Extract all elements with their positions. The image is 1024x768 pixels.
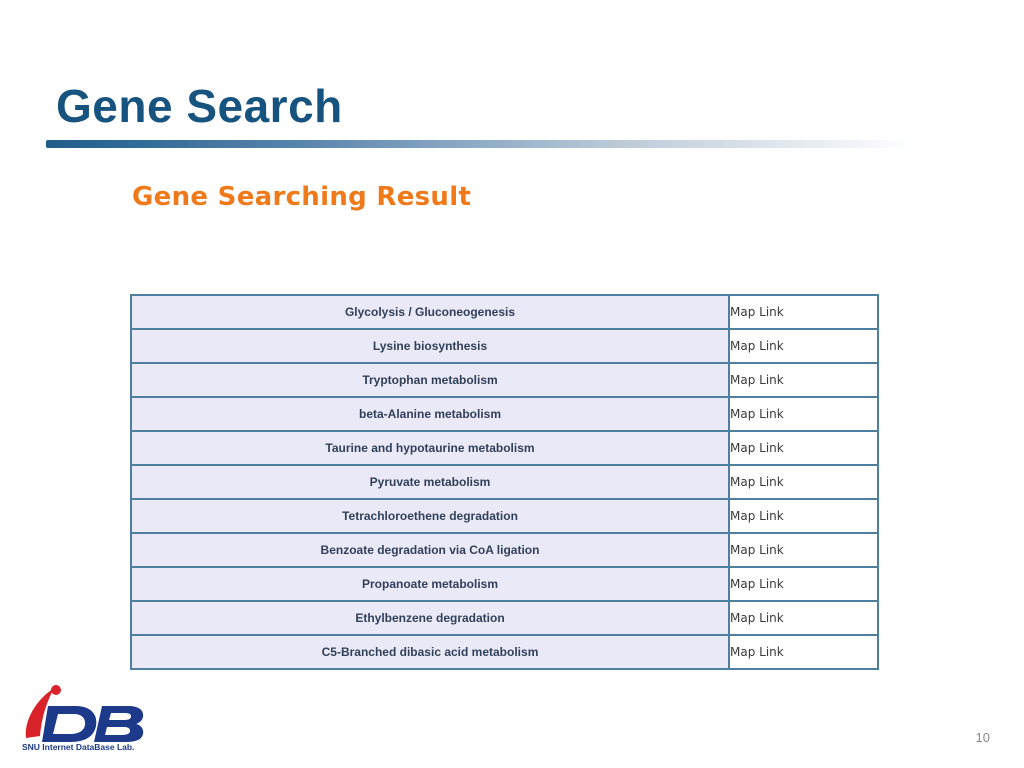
page-number: 10	[975, 730, 990, 745]
results-table	[130, 294, 879, 670]
map-link[interactable]: Map Link	[729, 465, 878, 499]
pathway-name: C5-Branched dibasic acid metabolism	[131, 635, 729, 669]
result-heading: Gene Searching Result	[132, 182, 472, 212]
map-link[interactable]: Map Link	[729, 533, 878, 567]
pathway-name: Tetrachloroethene degradation	[131, 499, 729, 533]
pathway-name: Ethylbenzene degradation	[131, 601, 729, 635]
map-link[interactable]: Map Link	[729, 397, 878, 431]
pathway-name: Benzoate degradation via CoA ligation	[131, 533, 729, 567]
results-table-container	[130, 294, 879, 686]
pathway-name: Propanoate metabolism	[131, 567, 729, 601]
pathway-name: Tryptophan metabolism	[131, 363, 729, 397]
table-row	[131, 499, 878, 533]
slide-title: Gene Search	[56, 80, 343, 132]
map-link[interactable]: Map Link	[729, 499, 878, 533]
table-row	[131, 533, 878, 567]
logo-letter-b-icon	[94, 706, 143, 742]
pathway-name: Pyruvate metabolism	[131, 465, 729, 499]
table-row	[131, 465, 878, 499]
pathway-name: beta-Alanine metabolism	[131, 397, 729, 431]
logo-dot-icon	[51, 685, 61, 695]
title-underline	[46, 140, 916, 148]
map-link[interactable]: Map Link	[729, 635, 878, 669]
table-row	[131, 363, 878, 397]
map-link[interactable]: Map Link	[729, 363, 878, 397]
map-link[interactable]: Map Link	[729, 601, 878, 635]
table-row	[131, 601, 878, 635]
map-link[interactable]: Map Link	[729, 295, 878, 329]
map-link[interactable]: Map Link	[729, 431, 878, 465]
pathway-name: Lysine biosynthesis	[131, 329, 729, 363]
table-row	[131, 567, 878, 601]
map-link[interactable]: Map Link	[729, 567, 878, 601]
pathway-name: Taurine and hypotaurine metabolism	[131, 431, 729, 465]
logo-letter-d-icon	[42, 706, 96, 742]
table-row	[131, 329, 878, 363]
table-row	[131, 295, 878, 329]
pathway-name: Glycolysis / Gluconeogenesis	[131, 295, 729, 329]
table-row	[131, 431, 878, 465]
map-link[interactable]: Map Link	[729, 329, 878, 363]
table-row	[131, 635, 878, 669]
results-table-body	[131, 295, 878, 669]
table-row	[131, 397, 878, 431]
logo-caption: SNU Internet DataBase Lab.	[22, 742, 135, 752]
